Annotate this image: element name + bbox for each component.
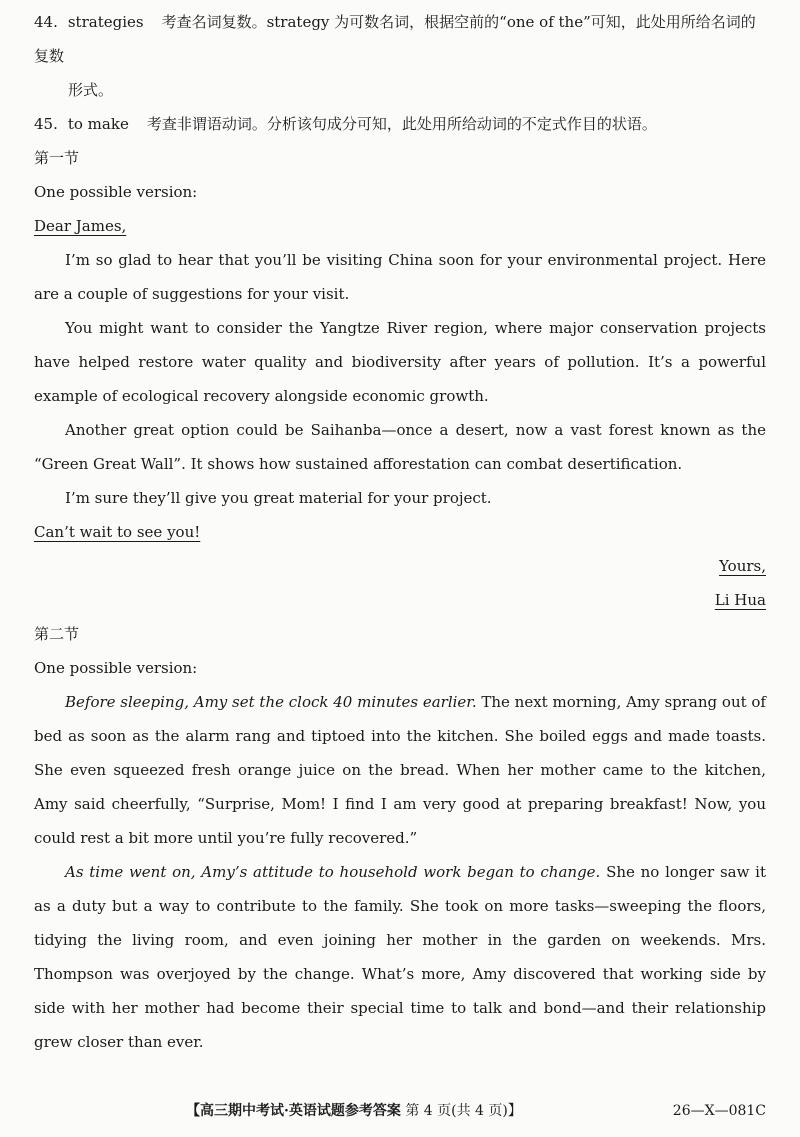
item-answer: to make [67, 115, 129, 133]
letter-paragraph: I’m so glad to hear that you’ll be visiting China soon for your environmental project. Here are a couple of suggestions for your visit. [34, 251, 766, 303]
page-footer [0, 1099, 800, 1123]
item-number: 44. [34, 13, 58, 31]
letter-signature: Li Hua [714, 591, 766, 609]
answer-item-44 [34, 5, 766, 107]
item-explanation: 考查名词复数。strategy 为可数名词，根据空前的“one of the”可知，此处用所给名词的复数 [34, 13, 756, 65]
item-number: 45. [34, 115, 58, 133]
item-explanation-cont: 形式。 [68, 81, 114, 99]
story-paragraph [34, 855, 766, 1059]
footer-exam-code: 26—X—081C [672, 1103, 766, 1119]
story-lead-sentence: As time went on, Amy’s attitude to household work began to change. [65, 863, 601, 881]
story-text: The next morning, Amy sprang out of bed as soon as the alarm rang and tiptoed into the kitchen. She boiled eggs and made toasts. She even squeezed fresh orange juice on the bread. When her mother came to the kitchen, Amy said cheerfully, “Surprise, Mom! I find I am very good at preparing breakfast! Now, you could rest a bit more until you’re fully recovered.” [34, 693, 766, 847]
letter-paragraph: Another great option could be Saihanba—once a desert, now a vast forest known as the “Green Great Wall”. It shows how sustained afforestation can combat desertification. [34, 421, 766, 473]
story-text: She no longer saw it as a duty but a way to contribute to the family. She took on more tasks—sweeping the floors, tidying the living room, and even joining her mother in the garden on weekends. Mrs. Thompson was overjoyed by the change. What’s more, Amy discovered that working side by side with her mother had become their special time to talk and bond—and their relationship grew closer than ever. [34, 863, 766, 1051]
letter-paragraph: I’m sure they’ll give you great material for your project. [65, 489, 492, 507]
footer-page-number: 第 4 页(共 4 页)】 [405, 1103, 522, 1119]
letter-closing: Can’t wait to see you! [34, 523, 201, 541]
answer-item-45 [34, 107, 766, 141]
item-explanation: 考查非谓语动词。分析该句成分可知，此处用所给动词的不定式作目的状语。 [146, 115, 657, 133]
section1-version-label: One possible version: [34, 183, 198, 201]
letter-salutation: Dear James, [34, 217, 127, 235]
section2-version-label: One possible version: [34, 659, 198, 677]
item-answer: strategies [67, 13, 144, 31]
letter-paragraph: You might want to consider the Yangtze River region, where major conservation projects have helped restore water quality and biodiversity after years of pollution. It’s a powerful example of ecological recovery alongside economic growth. [34, 319, 766, 405]
letter-signoff: Yours, [719, 557, 766, 575]
section1-heading: 第一节 [34, 149, 80, 167]
story-lead-sentence: Before sleeping, Amy set the clock 40 minutes earlier. [65, 693, 477, 711]
story-paragraph [34, 685, 766, 855]
footer-title: 【高三期中考试·英语试题参考答案 [186, 1103, 401, 1119]
section2-heading: 第二节 [34, 625, 80, 643]
